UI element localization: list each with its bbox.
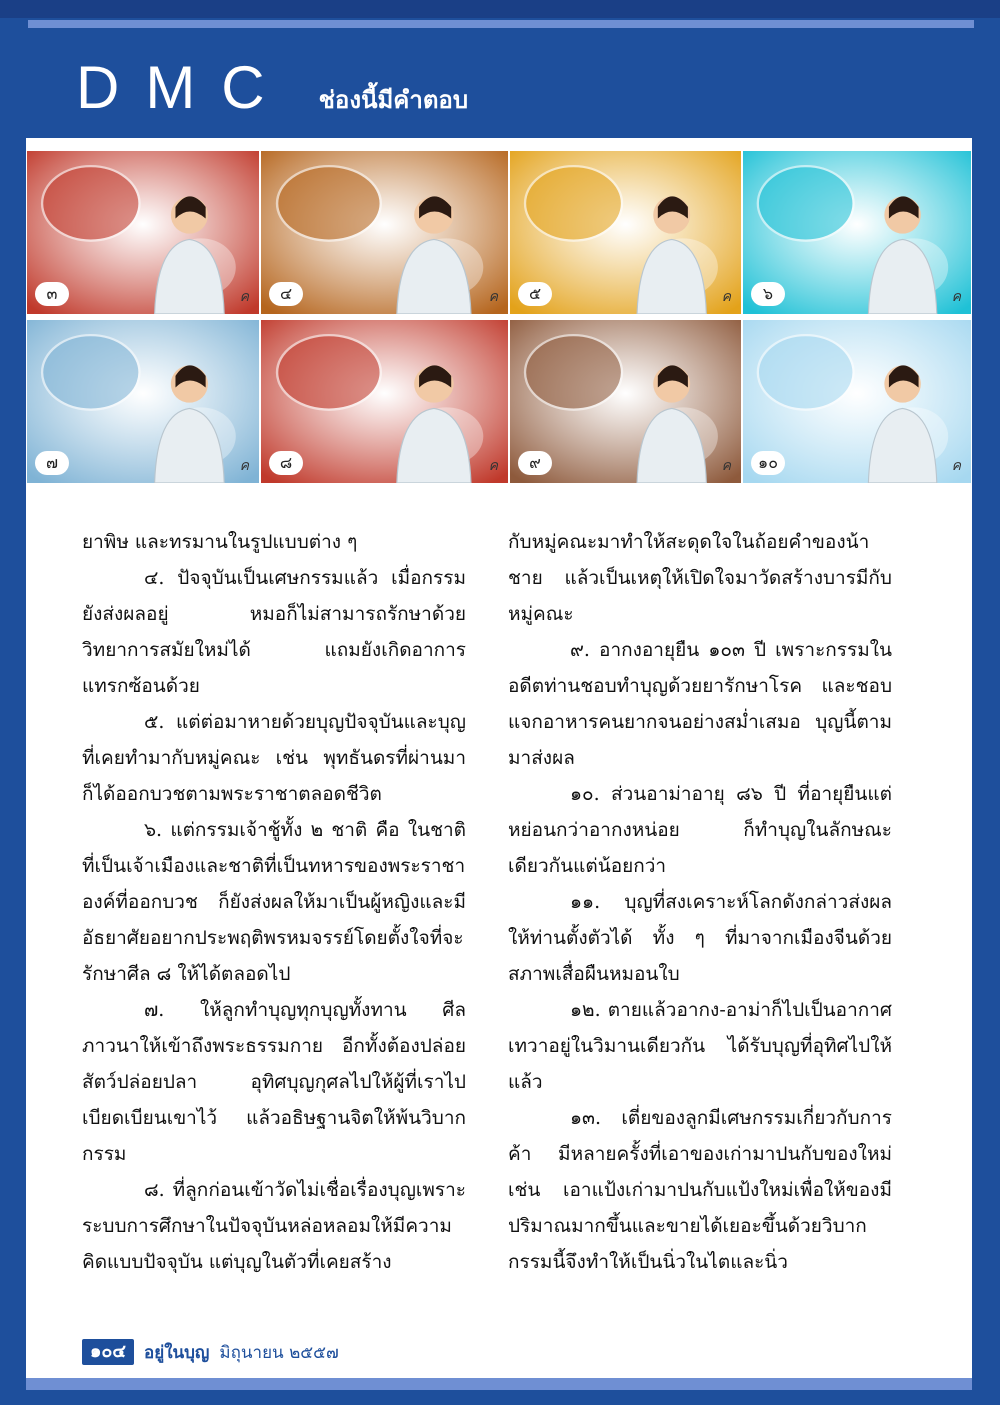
paragraph: กับหมู่คณะมาทำให้สะดุดใจในถ้อยคำของน้าชาย แล้วเป็นเหตุให้เปิดใจมาวัดสร้างบารมีกับหมู่คณะ [508,531,892,625]
illustration-panel [509,150,742,315]
artist-signature: ค [951,458,961,474]
artist-signature: ค [721,289,731,305]
illustration-panel [742,150,972,315]
artist-signature: ค [488,458,498,474]
panel-number-badge: ๙ [518,451,552,475]
artist-signature: ค [951,289,961,305]
bottom-rule [26,1378,972,1390]
paragraph: ๑๓. เตี่ยของลูกมีเศษกรรมเกี่ยวกับการค้า มีหลายครั้งที่เอาของเก่ามาปนกับของใหม่ เช่น เอาแป้งเก่ามาปนกับแป้งใหม่เพื่อให้ของมีปริมาณมากขึ้นและขายได้เยอะขึ้นด้วยวิบากกรรมนี้จึงทำให้เป็นนิ่วในไตและนิ่ว [508,1107,892,1273]
panel-number-badge: ๓ [35,282,69,306]
panel-number-badge: ๖ [751,282,785,306]
illustration-panel [260,319,509,484]
paragraph: ๔. ปัจจุบันเป็นเศษกรรมแล้ว เมื่อกรรมยังส่งผลอยู่ หมอก็ไม่สามารถรักษาด้วยวิทยาการสมัยใหม่ได้ แถมยังเกิดอาการแทรกซ้อนด้วย [82,567,466,697]
top-band [0,0,1000,18]
header [76,52,469,121]
paragraph: ๑๒. ตายแล้วอากง-อาม่าก็ไปเป็นอากาศเทวาอยู่ในวิมานเดียวกัน ได้รับบุญที่อุทิศไปให้แล้ว [508,999,892,1093]
panel-number-badge: ๘ [269,451,303,475]
artist-signature: ค [239,289,249,305]
illustration-panel [509,319,742,484]
footer [82,1338,339,1366]
page-content [26,138,972,1378]
panel-number-badge: ๗ [35,451,69,475]
paragraph: ๖. แต่กรรมเจ้าชู้ทั้ง ๒ ชาติ คือ ในชาติที่เป็นเจ้าเมืองและชาติที่เป็นทหารของพระราชาองค์ที่ออกบวช ก็ยังส่งผลให้มาเป็นผู้หญิงและมีอัธยาศัยอยากประพฤติพรหมจรรย์โดยตั้งใจที่จะรักษาศีล ๘ ให้ได้ตลอดไป [82,819,466,985]
text-column-right [508,524,892,1280]
brand-logo: DMC [76,54,291,121]
artist-signature: ค [721,458,731,474]
illustration-panel [26,319,260,484]
artist-signature: ค [488,289,498,305]
paragraph: ยาพิษ และทรมานในรูปแบบต่าง ๆ [82,531,358,553]
artist-signature: ค [239,458,249,474]
issue-date: มิถุนายน ๒๕๕๗ [219,1342,339,1363]
page-number: ๑๐๔ [82,1339,134,1365]
top-rule [28,20,974,28]
illustration-panel [26,150,260,315]
panel-number-badge: ๕ [518,282,552,306]
illustration-panel [742,319,972,484]
paragraph: ๕. แต่ต่อมาหายด้วยบุญปัจจุบันและบุญที่เคยทำมากับหมู่คณะ เช่น พุทธันดรที่ผ่านมาก็ได้ออกบวชตามพระราชาตลอดชีวิต [82,711,466,805]
paragraph: ๑๑. บุญที่สงเคราะห์โลกดังกล่าวส่งผลให้ท่านตั้งตัวได้ ทั้ง ๆ ที่มาจากเมืองจีนด้วยสภาพเสื่อผืนหมอนใบ [508,891,892,985]
paragraph: ๙. อากงอายุยืน ๑๐๓ ปี เพราะกรรมในอดีตท่านชอบทำบุญด้วยยารักษาโรค และชอบแจกอาหารคนยากจนอย่างสม่ำเสมอ บุญนี้ตามมาส่งผล [508,639,892,769]
magazine-title: อยู่ในบุญ [144,1342,210,1363]
panel-number-badge: ๑๐ [751,451,785,475]
illustration-grid [26,150,972,484]
paragraph: ๑๐. ส่วนอาม่าอายุ ๘๖ ปี ที่อายุยืนแต่หย่อนกว่าอากงหน่อย ก็ทำบุญในลักษณะเดียวกันแต่น้อยกว่า [508,783,892,877]
illustration-panel [260,150,509,315]
section-title: ช่องนี้มีคำตอบ [318,86,469,114]
paragraph: ๘. ที่ลูกก่อนเข้าวัดไม่เชื่อเรื่องบุญเพราะระบบการศึกษาในปัจจุบันหล่อหลอมให้มีความคิดแบบปัจจุบัน แต่บุญในตัวที่เคยสร้าง [82,1179,466,1273]
paragraph: ๗. ให้ลูกทำบุญทุกบุญทั้งทาน ศีล ภาวนาให้เข้าถึงพระธรรมกาย อีกทั้งต้องปล่อยสัตว์ปล่อยปลา อุทิศบุญกุศลไปให้ผู้ที่เราไปเบียดเบียนเขาไว้ แล้วอธิษฐานจิตให้พ้นวิบากกรรม [82,999,466,1165]
text-column-left [82,524,466,1280]
panel-number-badge: ๔ [269,282,303,306]
